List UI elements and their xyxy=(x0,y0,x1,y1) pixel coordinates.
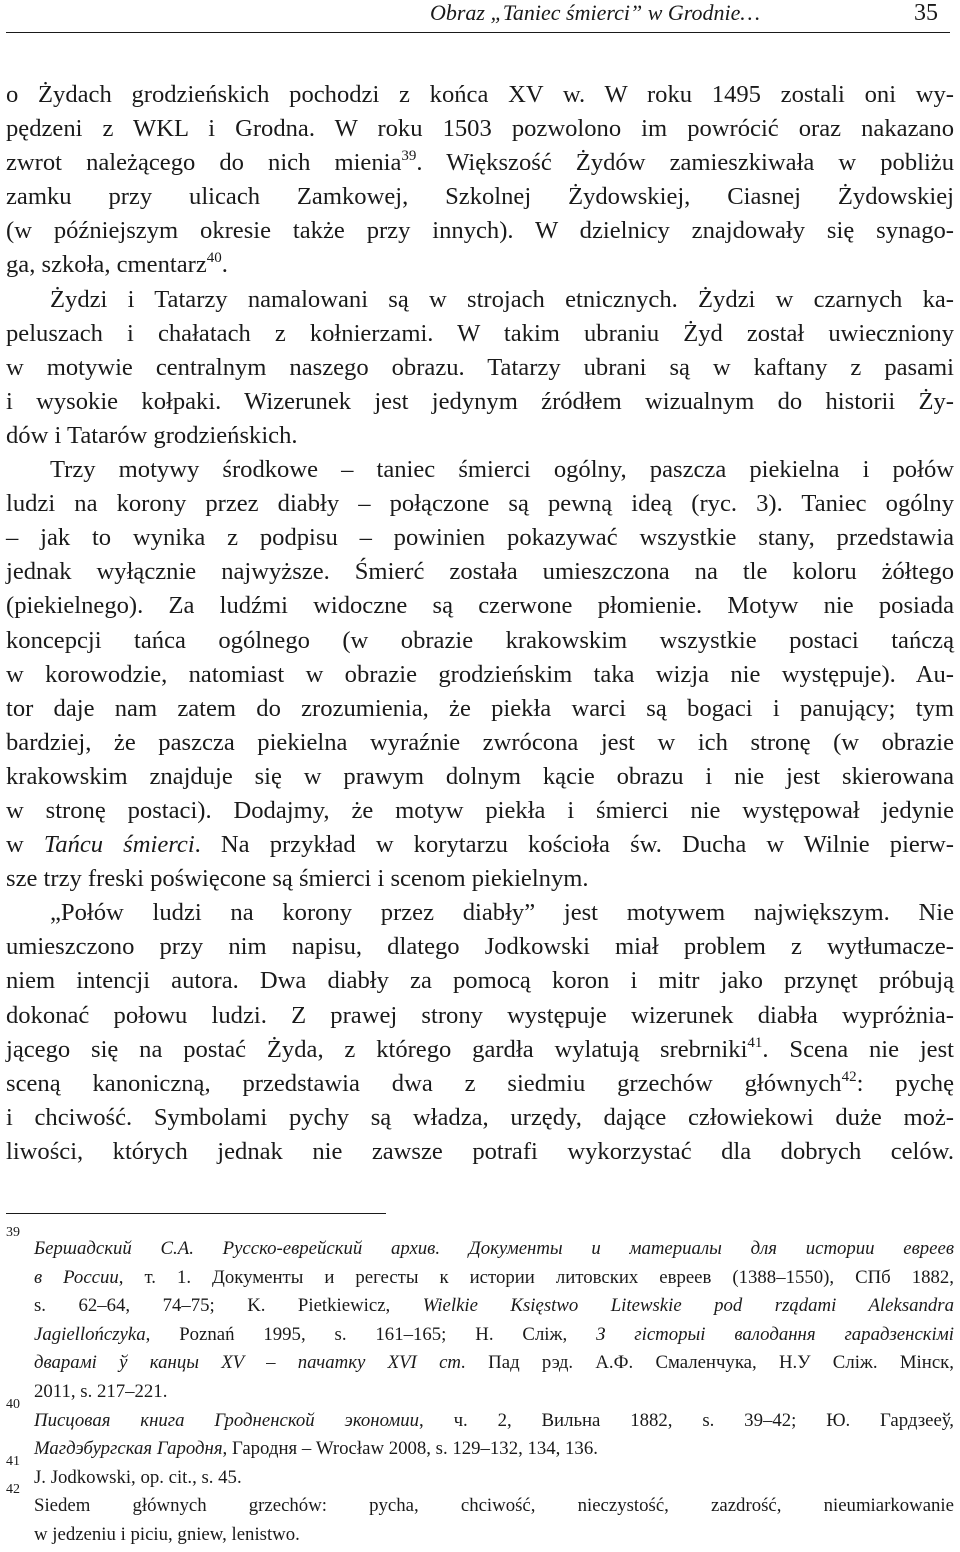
header-rule xyxy=(6,32,950,33)
body-text-segment: sze trzy freski poświęcone są śmierci i scenom piekielnym. xyxy=(6,865,589,893)
italic-title: Tańcu śmierci xyxy=(43,831,195,859)
footnote-line xyxy=(6,1435,954,1464)
running-header xyxy=(6,0,950,30)
footnote-ref: 40 xyxy=(206,250,222,267)
body-text-segment: umieszczono przy nim napisu, dlatego Jodkowski miał problem z wytłumacze- xyxy=(6,933,954,961)
body-line xyxy=(6,1101,954,1135)
footnote-italic: З гісторыі валодання гарадзенскімі xyxy=(596,1323,954,1345)
body-line xyxy=(6,692,954,726)
body-line xyxy=(6,726,954,760)
body-line xyxy=(6,1033,954,1067)
footnote-text: s. 62–64, 74–75; K. Pietkiewicz, xyxy=(34,1295,423,1317)
body-line xyxy=(6,180,954,214)
body-text-segment: ludzi na korony przez diabły – połączone są pewną ideą (ryc. 3). Taniec ogólny xyxy=(6,490,954,518)
footnote-line xyxy=(6,1492,954,1521)
footnote-line xyxy=(6,1235,954,1264)
body-text-segment: koncepcji tańca ogólnego (w obrazie krakowskim wszystkie postaci tańczą xyxy=(6,626,954,654)
footnote-line xyxy=(6,1349,954,1378)
footnote-italic: Jagiellończyka xyxy=(34,1323,146,1345)
body-text-segment: dów i Tatarów grodzieńskich. xyxy=(6,421,298,449)
footnote-line xyxy=(6,1321,954,1350)
footnote-line xyxy=(6,1378,954,1407)
footnote-line xyxy=(6,1407,954,1436)
body-text xyxy=(6,78,954,1169)
footnote xyxy=(6,1482,954,1549)
footnote-line xyxy=(6,1464,954,1493)
body-text-segment: ga, szkoła, cmentarz xyxy=(6,251,207,279)
body-text-segment: niem intencji autora. Dwa diabły za pomocą koron i mitr jako przynęt próbują xyxy=(6,967,954,995)
footnotes xyxy=(6,1225,954,1550)
body-line xyxy=(6,1067,954,1101)
footnote-text: J. Jodkowski, op. cit., s. 45. xyxy=(34,1466,242,1488)
body-line xyxy=(6,214,954,248)
footnote-line xyxy=(6,1264,954,1293)
body-line xyxy=(6,351,954,385)
body-text-segment: . Większość Żydów zamieszkiwała w pobliżu xyxy=(416,149,955,177)
body-text-segment: . xyxy=(221,251,228,279)
footnote-text: w jedzeniu i piciu, gniew, lenistwo. xyxy=(34,1523,300,1545)
body-line xyxy=(6,624,954,658)
body-text-segment: . Scena nie jest xyxy=(762,1035,955,1063)
body-line xyxy=(6,794,954,828)
body-line xyxy=(6,896,954,930)
body-text-segment: „Połów ludzi na korony przez diabły” jest motywem największym. Nie xyxy=(50,899,954,927)
footnote-ref: 41 xyxy=(747,1034,763,1051)
footnote xyxy=(6,1225,954,1407)
running-title: Obraz „Taniec śmierci” w Grodnie… xyxy=(429,0,760,25)
body-line xyxy=(6,453,954,487)
body-line xyxy=(6,248,954,282)
footnote-number: 42 xyxy=(6,1482,20,1498)
body-line xyxy=(6,828,954,862)
body-line xyxy=(6,78,954,112)
body-line xyxy=(6,385,954,419)
footnote-text: , Гародня – Wrocław 2008, s. 129–132, 134, 136. xyxy=(222,1438,598,1460)
body-line xyxy=(6,487,954,521)
body-line xyxy=(6,419,954,453)
body-line xyxy=(6,999,954,1033)
footnote-text: , т. 1. Документы и регесты к истории литовских евреев (1388–1550), СПб 1882, xyxy=(118,1266,954,1288)
footnote-italic: в России xyxy=(34,1266,119,1288)
footnote xyxy=(6,1453,954,1493)
footnote-italic: Магдэбургская Гародня xyxy=(34,1438,223,1460)
footnote xyxy=(6,1396,954,1464)
footnote-italic: Wielkie Księstwo Litewskie pod rządami Aleksandra xyxy=(422,1295,954,1317)
body-text-segment: krakowskim znajduje się w prawym dolnym kącie obrazu i nie jest skierowana xyxy=(6,762,954,790)
body-text-segment: liwości, których jednak nie zawsze potrafi wykorzystać dla dobrych celów. xyxy=(6,1137,954,1165)
footnote-italic: дварамі ў канцы XV – пачатку XVI ст. xyxy=(34,1352,466,1374)
body-line xyxy=(6,112,954,146)
body-line xyxy=(6,862,954,896)
body-text-segment: dokonać połowu ludzi. Z prawej strony występuje wizerunek diabła wypróżnia- xyxy=(6,1001,954,1029)
footnote-number: 41 xyxy=(6,1453,20,1469)
footnote-number: 40 xyxy=(6,1396,20,1412)
body-text-segment: w xyxy=(6,831,44,859)
body-text-segment: (piekielnego). Za ludźmi widoczne są czerwone płomienie. Motyw nie posiada xyxy=(6,592,954,620)
body-line xyxy=(6,317,954,351)
footnote-text: , Poznań 1995, s. 161–165; Н. Сліж, xyxy=(145,1323,597,1345)
body-text-segment: pędzeni z WKL i Grodna. W roku 1503 pozwolono im powrócić oraz nakazano xyxy=(6,115,954,143)
footnote-text: , ч. 2, Вильна 1882, s. 39–42; Ю. Гардзееў, xyxy=(419,1409,954,1431)
footnote-text: 2011, s. 217–221. xyxy=(34,1380,168,1402)
body-text-segment: peluszach i chałatach z kołnierzami. W takim ubraniu Żyd został uwieczniony xyxy=(6,319,954,347)
footnote-number: 39 xyxy=(6,1225,20,1240)
body-text-segment: bardziej, że paszcza piekielna wyraźnie zwrócona jest w ich stronę (w obrazie xyxy=(6,728,954,756)
body-line xyxy=(6,658,954,692)
body-text-segment: i wysokie kołpaki. Wizerunek jest jedynym źródłem wizualnym do historii Ży- xyxy=(6,387,954,415)
footnote-text: Siedem głównych grzechów: pycha, chciwość, nieczystość, zazdrość, nieumiarkowanie xyxy=(34,1495,954,1517)
body-text-segment: tor daje nam zatem do zrozumienia, że piekła warci są bogaci i panujący; tym xyxy=(6,694,954,722)
body-text-segment: w stronę postaci). Dodajmy, że motyw piekła i śmierci nie występował jedynie xyxy=(6,796,954,824)
footnote-line xyxy=(6,1521,954,1550)
body-text-segment: w motywie centralnym naszego obrazu. Tatarzy ubrani są w kaftany z pasami xyxy=(6,353,954,381)
body-text-segment: jącego się na postać Żyda, z którego gardła wylatują srebrniki xyxy=(6,1035,748,1063)
body-line xyxy=(6,1135,954,1169)
body-text-segment: i chciwość. Symbolami pychy są władza, urzędy, dające człowiekowi duże moż- xyxy=(6,1103,954,1131)
body-text-segment: – jak to wynika z podpisu – powinien pokazywać wszystkie stany, przedstawia xyxy=(6,524,954,552)
body-text-segment: Trzy motywy środkowe – taniec śmierci ogólny, paszcza piekielna i połów xyxy=(50,456,954,484)
footnote-ref: 39 xyxy=(401,148,417,165)
body-text-segment: . Na przykład w korytarzu kościoła św. Ducha w Wilnie pierw- xyxy=(194,831,954,859)
page-number: 35 xyxy=(914,0,938,26)
footnote-ref: 42 xyxy=(841,1068,857,1085)
body-line xyxy=(6,930,954,964)
body-text-segment: w korowodzie, natomiast w obrazie grodzieńskim taka wizja nie występuje). Au- xyxy=(6,660,954,688)
footnote-line xyxy=(6,1292,954,1321)
footnote-italic: Бершадский С.А. Русско-еврейский архив. Документы и материалы для истории евреев xyxy=(34,1238,954,1259)
body-line xyxy=(6,964,954,998)
body-text-segment: sceną kanoniczną, przedstawia dwa z siedmiu grzechów głównych xyxy=(6,1069,842,1097)
body-line xyxy=(6,283,954,317)
footnote-text: Пад рэд. А.Ф. Смаленчука, Н.У Сліж. Мінск, xyxy=(465,1352,954,1374)
body-line xyxy=(6,146,954,180)
body-text-segment: zamku przy ulicach Zamkowej, Szkolnej Żydowskiej, Ciasnej Żydowskiej xyxy=(6,183,954,211)
body-text-segment: Żydzi i Tatarzy namalowani są w strojach etnicznych. Żydzi w czarnych ka- xyxy=(50,285,954,313)
body-text-segment: (w późniejszym okresie także przy innych). W dzielnicy znajdowały się synago- xyxy=(6,217,954,245)
body-text-segment: jednak wyłącznie najwyższe. Śmierć została umieszczona na tle koloru żółtego xyxy=(6,558,954,586)
body-line xyxy=(6,521,954,555)
footnote-italic: Писцовая книга Гродненской экономии xyxy=(34,1409,420,1431)
body-line xyxy=(6,760,954,794)
footnote-separator xyxy=(6,1213,386,1214)
body-text-segment: o Żydach grodzieńskich pochodzi z końca XV w. W roku 1495 zostali oni wy- xyxy=(6,81,954,108)
body-line xyxy=(6,589,954,623)
body-text-segment: : pychę xyxy=(856,1069,954,1097)
body-line xyxy=(6,555,954,589)
body-text-segment: zwrot należącego do nich mienia xyxy=(6,149,402,177)
